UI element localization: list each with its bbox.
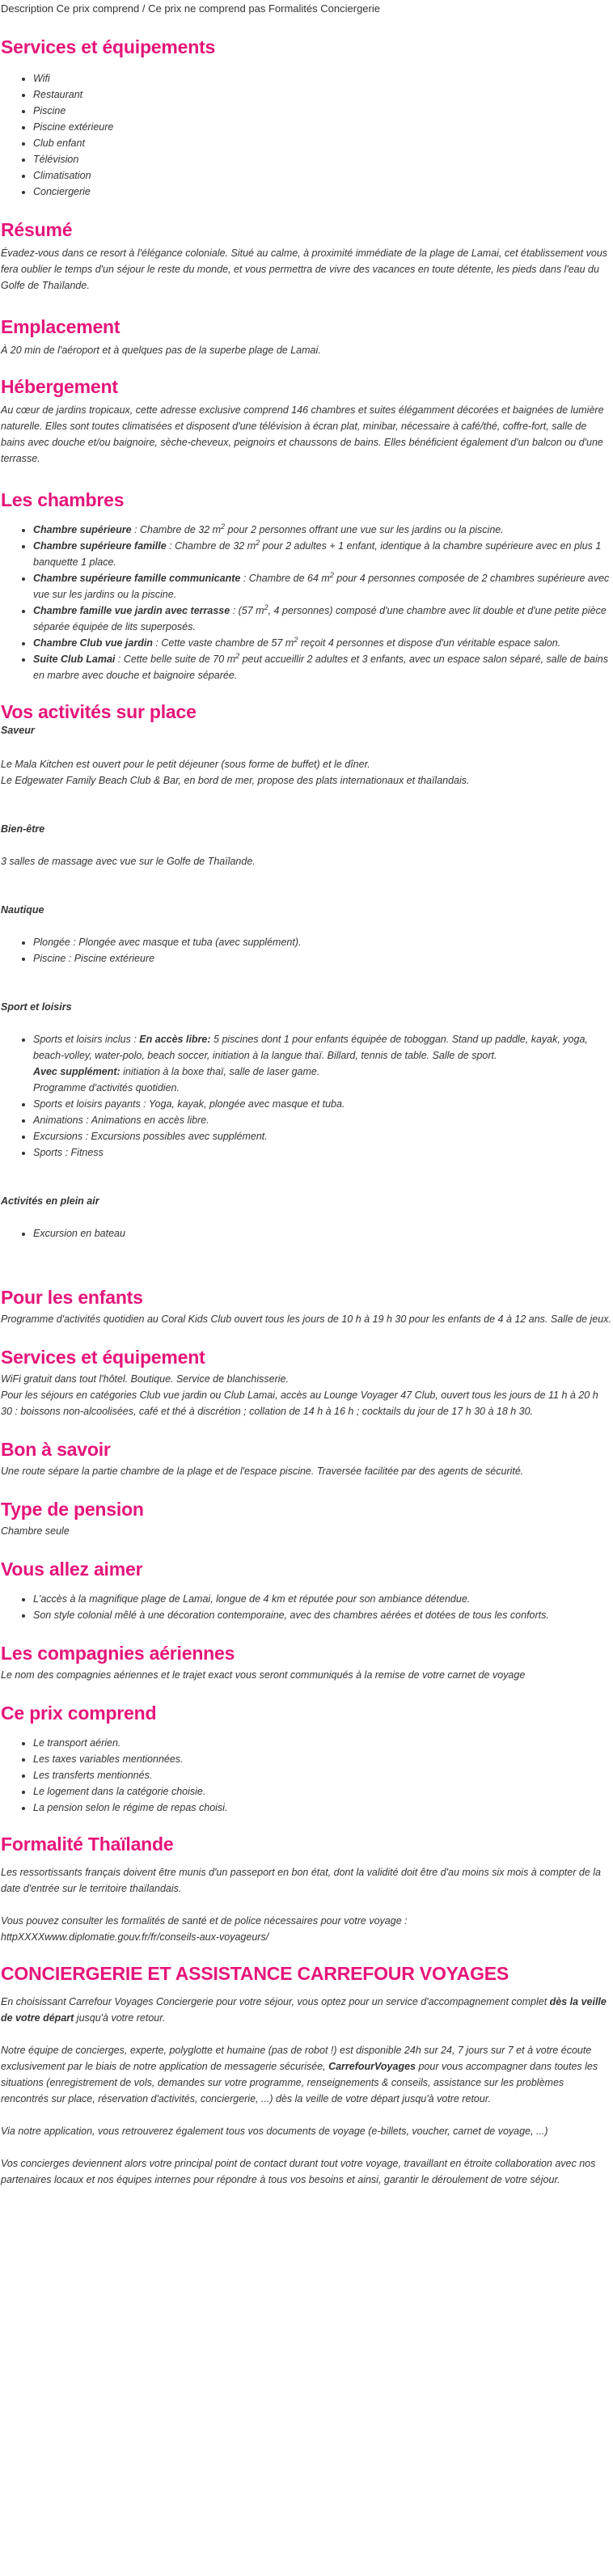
resume-text: Évadez-vous dans ce resort à l'élégance coloniale. Situé au calme, à proximité immédiate de la plage de Lamai, cet établissement vous fera oublier le temps d'un séjour le reste du monde, et vous permettra de vivre des vacances en toute détente, les pieds dans l'eau du Golfe de Thaïlande. [1,247,608,291]
formalite-section [1,1832,612,1945]
room-name: Chambre Club vue jardin [33,637,153,649]
room-name: Chambre supérieure famille communicante [33,573,241,584]
conciergerie-p4: Vos concierges deviennent alors votre principal point de contact durant tout votre voyage, travaillant en étroite collaboration avec nos partenaires locaux et nos équipes internes pour répondre à tous vos besoins et ainsi, garantir le déroulement de votre séjour. [1,2158,596,2185]
room-sup: 2 [221,522,226,531]
saveur-title: Saveur [1,725,35,736]
aimer-title: Vous allez aimer [1,1559,143,1580]
room-desc: : Chambre de 32 m [166,540,256,552]
nav-tab-prix[interactable]: Ce prix comprend / Ce prix ne comprend pas [56,2,266,15]
conciergerie-title: CONCIERGERIE ET ASSISTANCE CARREFOUR VOYAGES [1,1963,509,1984]
enfants-section [1,1285,612,1327]
conciergerie-p1-b: dès la veille de votre départ [1,1996,607,2024]
list-item: • Son style colonial mêlé à une décoration contemporaine, avec des chambres aérées et dotées de tous les conforts. [33,1607,612,1623]
activites-section [1,700,612,1241]
sport-supp-bold: Avec supplément: [33,1066,120,1077]
list-item: • Télévision [33,151,612,167]
services-list [1,70,612,200]
nav-tab-formalites[interactable]: Formalités [268,2,318,15]
resume-section [1,218,612,294]
pleinair-list [1,1225,612,1241]
compagnies-text: Le nom des compagnies aériennes et le trajet exact vous seront communiqués à la remise de votre carnet de voyage [1,1669,526,1681]
chambres-section [1,488,612,683]
conciergerie-p1-a: En choisissant Carrefour Voyages Conciergerie pour votre séjour, vous optez pour un service d'accompagnement complet [1,1996,550,2007]
hebergement-section [1,374,612,467]
room-desc: : (57 m [230,605,264,616]
formalite-text1: Les ressortissants français doivent être munis d'un passeport en bon état, dont la validité doit être d'au moins six mois à compter de la date d'entrée sur le territoire thaïlandais. [1,1867,601,1894]
hebergement-title: Hébergement [1,376,118,397]
formalite-title: Formalité Thaïlande [1,1834,174,1855]
room-desc: peut accueillir 2 adultes et 3 enfants, avec un espace salon séparé, salle de bains en marbre avec douche et baignoire séparée. [33,654,608,681]
list-item: • Sports et loisirs payants : Yoga, kayak, plongée avec masque et tuba. [33,1096,612,1112]
chambres-title: Les chambres [1,489,125,510]
conciergerie-p2 [1,2042,612,2107]
prix-list [1,1735,612,1816]
room-desc: : Chambre de 64 m [240,573,330,584]
conciergerie-p2-b: CarrefourVoyages [328,2061,416,2072]
room-name: Chambre famille vue jardin avec terrasse [33,605,230,616]
list-item [33,651,612,683]
room-desc: : Cette vaste chambre de 57 m [152,637,294,649]
services2-line2: Pour les séjours en catégories Club vue jardin ou Club Lamai, accès au Lounge Voyager 47 Club, ouvert tous les jours de 11 h à 20 h 30 : boissons non-alcoolisées, café et thé à discrétion ; collation de 14 h à 16 h ; cocktails du jour de 17 h 30 à 18 h 30. [1,1390,598,1417]
conciergerie-p1 [1,1994,612,2026]
formalite-text2: Vous pouvez consulter les formalités de santé et de police nécessaires pour votre voyage : [1,1915,408,1927]
list-item: • Conciergerie [33,184,612,200]
room-sup: 2 [264,603,268,611]
services-title: Services et équipements [1,36,216,57]
conciergerie-p3: Via notre application, vous retrouverez également tous vos documents de voyage (e-billets, voucher, carnet de voyage, ...) [1,2126,548,2137]
list-item: • Piscine : Piscine extérieure [33,950,612,967]
aimer-section [1,1557,612,1623]
sport-list [1,1031,612,1161]
room-desc: : Cette belle suite de 70 m [115,654,236,665]
top-nav [1,0,612,20]
emplacement-text: À 20 min de l'aéroport et à quelques pas de la superbe plage de Lamai. [1,345,321,356]
room-desc: pour 2 adultes + 1 enfant, identique à la chambre supérieure avec en plus 1 banquette 1 place. [33,540,602,568]
enfants-text: Programme d'activités quotidien au Coral Kids Club ouvert tous les jours de 10 h à 19 h 30 pour les enfants de 4 à 12 ans. Salle de jeux. [1,1313,611,1325]
room-desc: : Chambre de 32 m [131,524,222,535]
formalite-link[interactable]: httpXXXXwww.diplomatie.gouv.fr/fr/conseils-aux-voyageurs/ [1,1931,269,1943]
list-item: • Excursion en bateau [33,1225,612,1241]
room-name: Chambre supérieure famille [33,540,167,552]
bonasavoir-text: Une route sépare la partie chambre de la plage et de l'espace piscine. Traversée facilitée par des agents de sécurité. [1,1466,524,1477]
enfants-title: Pour les enfants [1,1287,143,1308]
conciergerie-section [1,1961,612,2188]
services2-line1: WiFi gratuit dans tout l'hôtel. Boutique. Service de blanchisserie. [1,1373,289,1385]
room-desc: , 4 personnes) composé d'une chambre avec lit double et d'une petite pièce séparée équipée de lits superposés. [33,605,607,632]
bienetre-title: Bien-être [1,823,45,835]
emplacement-title: Emplacement [1,316,120,337]
conciergerie-p2-a: Notre équipe de concierges, experte, polyglotte et humaine (pas de robot !) est disponible 24h sur 24, 7 jours sur 7 et à votre écoute exclusivement par le biais de notre application de messagerie sécurisée, [1,2045,592,2072]
hebergement-text: Au cœur de jardins tropicaux, cette adresse exclusive comprend 146 chambres et suites élégamment décorées et baignées de lumière naturelle. Elles sont toutes climatisées et disposent d'une télévision à écran plat, minibar, nécessaire à café/thé, coffre-fort, salle de bains avec douche et/ou baignoire, sèche-cheveux, peignoirs et chaussons de bains. Elles bénéficient également d'un balcon ou d'une terrasse. [1,404,604,464]
services2-section [1,1345,612,1419]
sport-title: Sport et loisirs [1,1001,72,1013]
list-item: • Les transferts mentionnés. [33,1767,612,1783]
list-item: • L'accès à la magnifique plage de Lamai, longue de 4 km et réputée pour son ambiance détendue. [33,1591,612,1607]
list-item: • Club enfant [33,135,612,151]
room-desc: pour 4 personnes composée de 2 chambres supérieure avec vue sur les jardins ou la piscine. [33,573,610,600]
list-item: • Wifi [33,70,612,87]
pension-section [1,1497,612,1539]
list-item: • Restaurant [33,87,612,103]
list-item: • Les taxes variables mentionnées. [33,1751,612,1767]
list-item: • Excursions : Excursions possibles avec supplément. [33,1128,612,1144]
services-section [1,35,612,200]
chambres-list [1,522,612,683]
list-item [33,538,612,570]
list-item: • La pension selon le régime de repas choisi. [33,1800,612,1816]
sport-inclus-text: 5 piscines dont 1 pour enfants équipée de toboggan. Stand up paddle, kayak, yoga, beach-volley, water-polo, beach soccer, initiation à la langue thaï. Billard, tennis de table. Salle de sport. [33,1034,588,1061]
list-item: • Climatisation [33,167,612,184]
room-sup: 2 [256,538,260,547]
bonasavoir-title: Bon à savoir [1,1439,111,1460]
saveur-line: Le Mala Kitchen est ouvert pour le petit déjeuner (sous forme de buffet) et le dîner. [1,759,370,770]
list-item: • Plongée : Plongée avec masque et tuba (avec supplément). [33,934,612,950]
room-sup: 2 [235,651,240,660]
list-item [33,1031,612,1096]
room-desc: pour 2 personnes offrant une vue sur les jardins ou la piscine. [225,524,504,535]
aimer-list [1,1591,612,1623]
list-item: • Animations : Animations en accès libre. [33,1112,612,1128]
list-item [33,522,612,538]
conciergerie-p2-c: pour vous accompagner dans toutes les situations (enregistrement de vols, demandes sur votre programme, renseignements & conseils, assistance sur les problèmes rencontrés sur place, réservation d'activités, conciergerie, ...) dès la veille de votre départ jusqu'à votre retour. [1,2061,598,2104]
compagnies-title: Les compagnies aériennes [1,1643,235,1664]
list-item [33,603,612,635]
compagnies-section [1,1641,612,1683]
pension-title: Type de pension [1,1499,144,1520]
prix-section [1,1701,612,1816]
pleinair-title: Activités en plein air [1,1195,99,1207]
list-item: • Piscine extérieure [33,119,612,135]
pension-text: Chambre seule [1,1525,70,1537]
list-item [33,635,612,651]
nautique-list [1,934,612,967]
nav-tab-conciergerie[interactable]: Conciergerie [320,2,380,15]
sport-supp-text: initiation à la boxe thaï, salle de laser game. [120,1066,320,1077]
room-sup: 2 [329,570,334,579]
sport-programme: Programme d'activités quotidien. [33,1082,180,1093]
list-item: • Piscine [33,103,612,119]
list-item: • Sports : Fitness [33,1144,612,1161]
list-item: • Le transport aérien. [33,1735,612,1751]
saveur-line: Le Edgewater Family Beach Club & Bar, en bord de mer, propose des plats internationaux et thaïlandais. [1,775,470,786]
prix-title: Ce prix comprend [1,1703,157,1724]
room-name: Suite Club Lamai [33,654,116,665]
bonasavoir-section [1,1437,612,1479]
room-sup: 2 [294,635,298,644]
sport-inclus-bold: En accès libre: [139,1034,211,1045]
list-item: • Le logement dans la catégorie choisie. [33,1783,612,1800]
conciergerie-p1-c: jusqu'à votre retour. [74,2012,166,2024]
room-name: Chambre supérieure [33,524,132,535]
resume-title: Résumé [1,219,73,240]
activites-title: Vos activités sur place [1,701,197,722]
list-item [33,570,612,603]
services2-title: Services et équipement [1,1347,205,1368]
nautique-title: Nautique [1,904,44,916]
room-desc: reçoit 4 personnes et dispose d'un véritable espace salon. [298,637,561,649]
sport-inclus-prefix: Sports et loisirs inclus : [33,1034,140,1045]
bienetre-text: 3 salles de massage avec vue sur le Golfe de Thaïlande. [1,856,256,867]
emplacement-section [1,315,612,358]
nav-tab-description[interactable]: Description [1,2,54,15]
